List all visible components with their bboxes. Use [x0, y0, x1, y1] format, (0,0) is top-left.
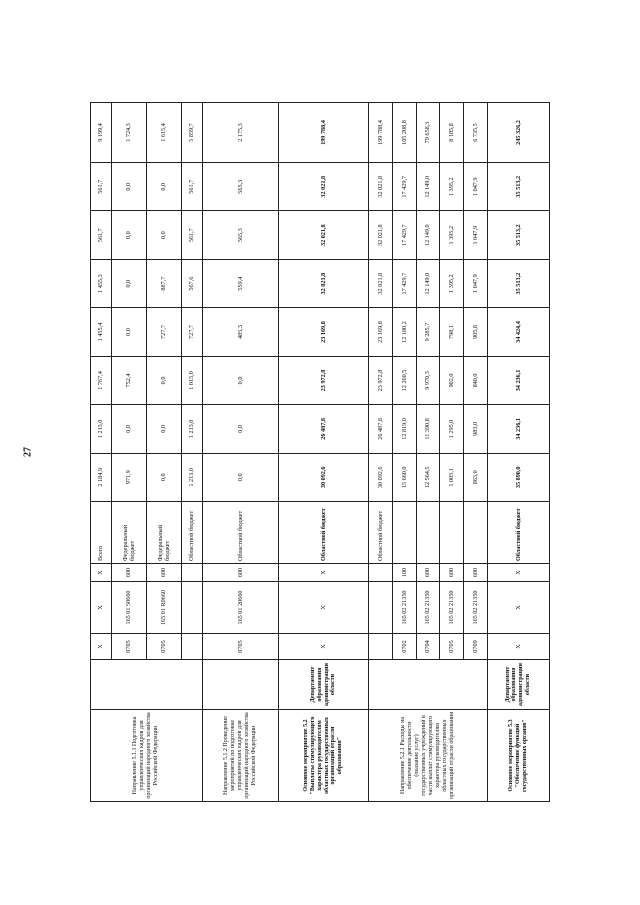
expense-type-code	[181, 564, 202, 582]
year-value: 17 429,7	[392, 211, 416, 259]
target-article-code: 165 01 50660	[111, 582, 146, 634]
expense-type-code: 600	[202, 564, 278, 582]
funding-source: Всего	[91, 502, 112, 564]
year-value: 863,0	[463, 453, 487, 501]
funding-source: Областной бюджет	[278, 502, 368, 564]
responsible-department	[91, 660, 203, 710]
year-value: 798,1	[440, 308, 464, 356]
section-code: 0705	[111, 634, 146, 660]
year-value: 0,0	[146, 163, 181, 211]
year-value: 727,7	[146, 308, 181, 356]
program-item-name: Основное мероприятие 5.3 "Обеспечение функций государственных органов"	[487, 710, 549, 802]
section-code: X	[487, 634, 549, 660]
year-value: 565,3	[202, 211, 278, 259]
year-value: 983,0	[463, 405, 487, 453]
year-value: 34 424,4	[487, 308, 549, 356]
year-value: 1 395,2	[440, 259, 464, 307]
year-value: 26 487,8	[369, 405, 393, 453]
year-value: 35 513,2	[487, 259, 549, 307]
year-value: 23 169,8	[369, 308, 393, 356]
year-value: 0,0	[146, 211, 181, 259]
year-value: 561,7	[91, 163, 112, 211]
year-value: 752,4	[111, 356, 146, 404]
year-value: 17 429,7	[392, 259, 416, 307]
year-value: 0,0	[202, 405, 278, 453]
total-value: 9 199,4	[91, 103, 112, 163]
year-value: 12 149,0	[416, 211, 440, 259]
target-article-code: X	[487, 582, 549, 634]
total-value: 245 326,2	[487, 103, 549, 163]
year-value: 32 021,8	[278, 259, 368, 307]
funding-source	[416, 502, 440, 564]
year-value: 17 429,7	[392, 163, 416, 211]
year-value: 887,7	[146, 259, 181, 307]
year-value: 1 213,0	[181, 405, 202, 453]
year-value: 35 513,2	[487, 163, 549, 211]
total-value: 5 859,7	[181, 103, 202, 163]
year-value: 1 455,4	[91, 308, 112, 356]
year-value: 30 092,6	[278, 453, 368, 501]
program-item-name: Основное мероприятие 5.2 "Выплаты стимулирующего характера руководителям областных государственных организаций отрасли образования"	[278, 710, 368, 802]
year-value: 1 047,9	[463, 163, 487, 211]
year-value: 1 295,0	[440, 405, 464, 453]
year-value: 32 021,8	[278, 211, 368, 259]
section-code: 0702	[392, 634, 416, 660]
target-article-code: 165 02 21350	[440, 582, 464, 634]
rotated-table-container	[90, 102, 550, 802]
section-code: 0705	[146, 634, 181, 660]
target-article-code: X	[278, 582, 368, 634]
target-article-code: X	[91, 582, 112, 634]
funding-source: Федеральный бюджет	[146, 502, 181, 564]
funding-source: Областной бюджет	[369, 502, 393, 564]
year-value: 0,0	[202, 453, 278, 501]
year-value: 1 005,1	[440, 453, 464, 501]
program-item-name: Направление 5.2.1 Расходы на обеспечение деятельности (оказание услуг) государственных учреждений в части выплат стимулирующего характера руководителям областных государственных организаций отрасли образования	[369, 710, 487, 802]
section-code: 0705	[440, 634, 464, 660]
total-value: 8 185,8	[440, 103, 464, 163]
year-value: 11 390,8	[416, 405, 440, 453]
section-code: X	[278, 634, 368, 660]
year-value: 1 767,4	[91, 356, 112, 404]
table-row	[202, 103, 278, 802]
year-value: 12 819,0	[392, 405, 416, 453]
year-value: 567,6	[181, 259, 202, 307]
table-row	[91, 103, 112, 802]
year-value: 559,4	[202, 259, 278, 307]
target-article-code: 165 02 21350	[392, 582, 416, 634]
year-value: 971,9	[111, 453, 146, 501]
funding-source: Областной бюджет	[487, 502, 549, 564]
year-value: 23 169,8	[278, 308, 368, 356]
target-article-code: 165 02 21350	[463, 582, 487, 634]
year-value: 32 021,8	[278, 163, 368, 211]
expense-type-code: 600	[463, 564, 487, 582]
year-value: 0,0	[202, 356, 278, 404]
year-value: 34 236,1	[487, 356, 549, 404]
year-value: 905,8	[463, 308, 487, 356]
year-value: 12 149,0	[416, 259, 440, 307]
year-value: 1 047,9	[463, 211, 487, 259]
table-body	[91, 103, 550, 802]
funding-source	[463, 502, 487, 564]
year-value: 0,0	[146, 356, 181, 404]
year-value: 840,0	[463, 356, 487, 404]
year-value: 2 184,9	[91, 453, 112, 501]
year-value: 9 285,7	[416, 308, 440, 356]
expense-type-code: 100	[392, 564, 416, 582]
responsible-department: Департамент образования администрации области	[278, 660, 368, 710]
target-article-code	[181, 582, 202, 634]
total-value: 2 175,3	[202, 103, 278, 163]
year-value: 727,7	[181, 308, 202, 356]
target-article-code: 165 02 21350	[416, 582, 440, 634]
total-value: 6 735,5	[463, 103, 487, 163]
year-value: 0,0	[111, 211, 146, 259]
year-value: 23 972,8	[278, 356, 368, 404]
year-value: 32 021,8	[369, 259, 393, 307]
year-value: 561,7	[91, 211, 112, 259]
section-code: X	[91, 634, 112, 660]
program-item-name: Направление 5.1.2 Проведение мероприятий по подготовке управленческих кадров для организаций народного хозяйства Российской Федерации	[202, 710, 278, 802]
section-code: 0705	[202, 634, 278, 660]
total-value: 199 788,4	[278, 103, 368, 163]
total-value: 1 615,4	[146, 103, 181, 163]
year-value: 26 487,8	[278, 405, 368, 453]
table-row	[278, 103, 368, 802]
section-code	[369, 634, 393, 660]
year-value: 32 021,8	[369, 163, 393, 211]
year-value: 1 047,9	[463, 259, 487, 307]
year-value: 1 455,3	[91, 259, 112, 307]
expense-type-code: 600	[416, 564, 440, 582]
year-value: 1 395,2	[440, 163, 464, 211]
year-value: 561,7	[181, 163, 202, 211]
year-value: 485,3	[202, 308, 278, 356]
year-value: 34 236,1	[487, 405, 549, 453]
expense-type-code: X	[91, 564, 112, 582]
year-value: 1 395,2	[440, 211, 464, 259]
year-value: 0,0	[111, 163, 146, 211]
target-article-code: 165 01 20660	[202, 582, 278, 634]
year-value: 35 513,2	[487, 211, 549, 259]
year-value: 30 092,6	[369, 453, 393, 501]
year-value: 12 149,0	[416, 163, 440, 211]
responsible-department	[202, 660, 278, 710]
funding-source: Федеральный бюджет	[111, 502, 146, 564]
expense-type-code: X	[278, 564, 368, 582]
program-item-name: Направление 5.1.1 Подготовка управленческих кадров для организаций народного хозяйства Российской Федерации	[91, 710, 203, 802]
total-value: 199 788,4	[369, 103, 393, 163]
year-value: 0,0	[111, 259, 146, 307]
target-article-code: 165 01 R0660	[146, 582, 181, 634]
responsible-department: Департамент образования администрации области	[487, 660, 549, 710]
total-value: 105 208,8	[392, 103, 416, 163]
year-value: 12 260,5	[392, 356, 416, 404]
expense-type-code: X	[487, 564, 549, 582]
year-value: 565,3	[202, 163, 278, 211]
year-value: 1 015,0	[181, 356, 202, 404]
total-value: 1 724,3	[111, 103, 146, 163]
expense-type-code: 600	[440, 564, 464, 582]
year-value: 15 660,0	[392, 453, 416, 501]
year-value: 0,0	[146, 453, 181, 501]
section-code	[181, 634, 202, 660]
year-value: 35 890,0	[487, 453, 549, 501]
year-value: 902,0	[440, 356, 464, 404]
page-number: 27	[22, 447, 34, 457]
budget-table	[90, 102, 550, 802]
expense-type-code: 600	[111, 564, 146, 582]
table-row	[369, 103, 393, 802]
year-value: 561,7	[181, 211, 202, 259]
year-value: 1 213,0	[181, 453, 202, 501]
expense-type-code	[369, 564, 393, 582]
year-value: 0,0	[111, 308, 146, 356]
year-value: 9 970,3	[416, 356, 440, 404]
funding-source: Областной бюджет	[181, 502, 202, 564]
total-value: 79 658,3	[416, 103, 440, 163]
year-value: 32 021,8	[369, 211, 393, 259]
expense-type-code: 600	[146, 564, 181, 582]
target-article-code	[369, 582, 393, 634]
table-row	[487, 103, 549, 802]
responsible-department	[369, 660, 487, 710]
year-value: 1 213,0	[91, 405, 112, 453]
year-value: 12 180,2	[392, 308, 416, 356]
year-value: 0,0	[146, 405, 181, 453]
funding-source	[392, 502, 416, 564]
year-value: 12 564,5	[416, 453, 440, 501]
funding-source: Областной бюджет	[202, 502, 278, 564]
section-code: 0704	[416, 634, 440, 660]
funding-source	[440, 502, 464, 564]
year-value: 23 972,8	[369, 356, 393, 404]
section-code: 0709	[463, 634, 487, 660]
year-value: 0,0	[111, 405, 146, 453]
